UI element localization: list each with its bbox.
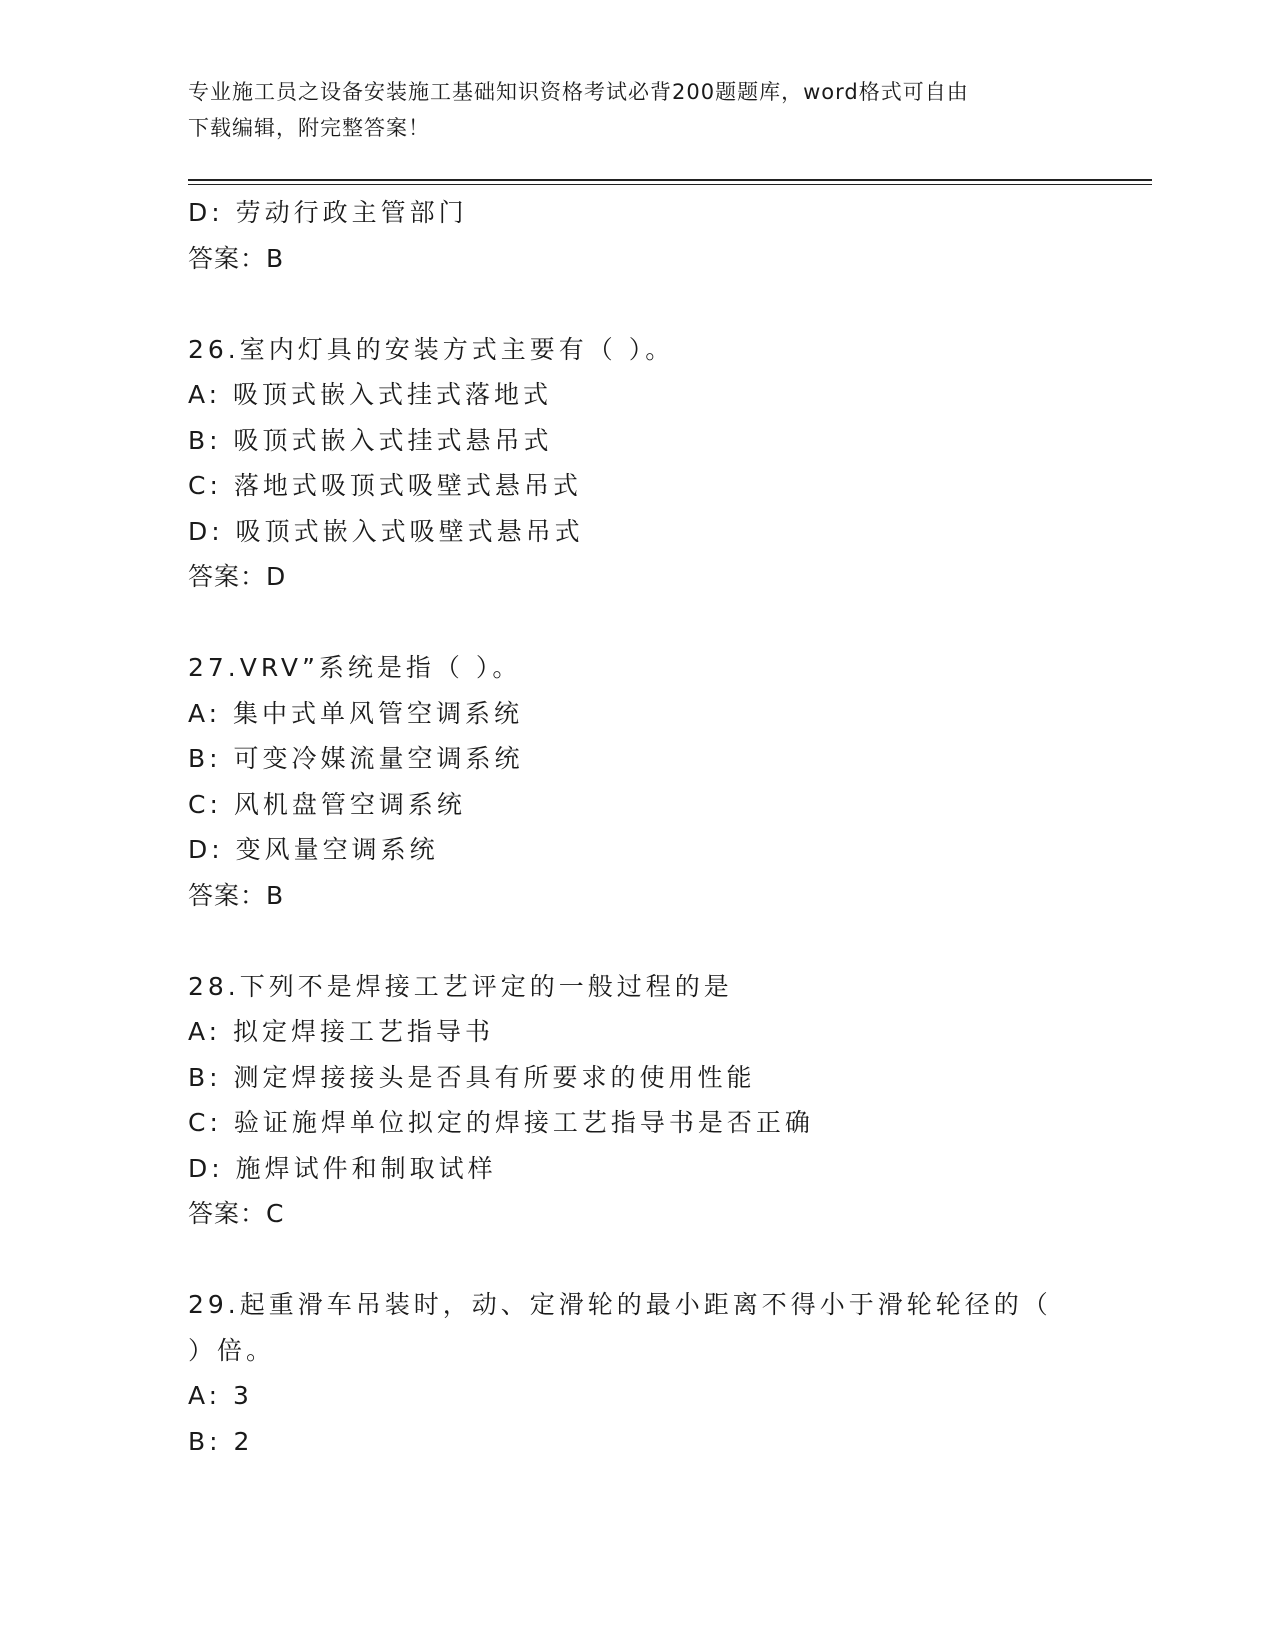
option-c: C: 验证施焊单位拟定的焊接工艺指导书是否正确	[188, 1108, 814, 1137]
header-line-2: 下载编辑，附完整答案！	[188, 116, 430, 140]
question-29	[188, 1282, 1128, 1464]
question-content	[188, 190, 1128, 1464]
option-b: B: 吸顶式嵌入式挂式悬吊式	[188, 425, 553, 455]
question-stem: 26.室内灯具的安装方式主要有（ ）。	[188, 334, 675, 364]
option-c: C: 风机盘管空调系统	[188, 789, 466, 819]
spacer	[188, 918, 1128, 964]
question-stem: 27.VRV”系统是指（ ）。	[188, 653, 522, 682]
header-line-1: 专业施工员之设备安装施工基础知识资格考试必背200题题库，word格式可自由	[188, 80, 969, 104]
question-stem: 28.下列不是焊接工艺评定的一般过程的是	[188, 971, 733, 1001]
option-d: D: 吸顶式嵌入式吸壁式悬吊式	[188, 516, 584, 546]
prev-option-d: D: 劳动行政主管部门	[188, 198, 468, 227]
option-a: A: 3	[188, 1381, 253, 1410]
spacer	[188, 600, 1128, 646]
prev-answer: 答案：B	[188, 243, 285, 273]
option-d: D: 施焊试件和制取试样	[188, 1153, 497, 1183]
header-divider-thick	[188, 179, 1152, 181]
option-b: B: 测定焊接接头是否具有所要求的使用性能	[188, 1062, 756, 1092]
question-28	[188, 964, 1128, 1237]
option-b: B: 可变冷媒流量空调系统	[188, 744, 524, 773]
answer: 答案：D	[188, 562, 287, 591]
header-divider-thin	[188, 184, 1152, 185]
option-b: B: 2	[188, 1426, 254, 1456]
option-a: A: 吸顶式嵌入式挂式落地式	[188, 380, 553, 409]
question-stem-line-2: ）倍。	[188, 1335, 276, 1365]
spacer	[188, 1237, 1128, 1283]
option-d: D: 变风量空调系统	[188, 835, 439, 864]
answer: 答案：C	[188, 1199, 285, 1228]
question-stem-line-1: 29.起重滑车吊装时，动、定滑轮的最小距离不得小于滑轮轮径的（	[188, 1290, 1052, 1319]
spacer	[188, 281, 1128, 327]
question-26	[188, 327, 1128, 600]
option-c: C: 落地式吸顶式吸壁式悬吊式	[188, 471, 582, 500]
document-header	[188, 74, 1088, 146]
option-a: A: 集中式单风管空调系统	[188, 698, 524, 728]
answer: 答案：B	[188, 880, 285, 910]
question-27	[188, 645, 1128, 918]
option-a: A: 拟定焊接工艺指导书	[188, 1017, 495, 1046]
